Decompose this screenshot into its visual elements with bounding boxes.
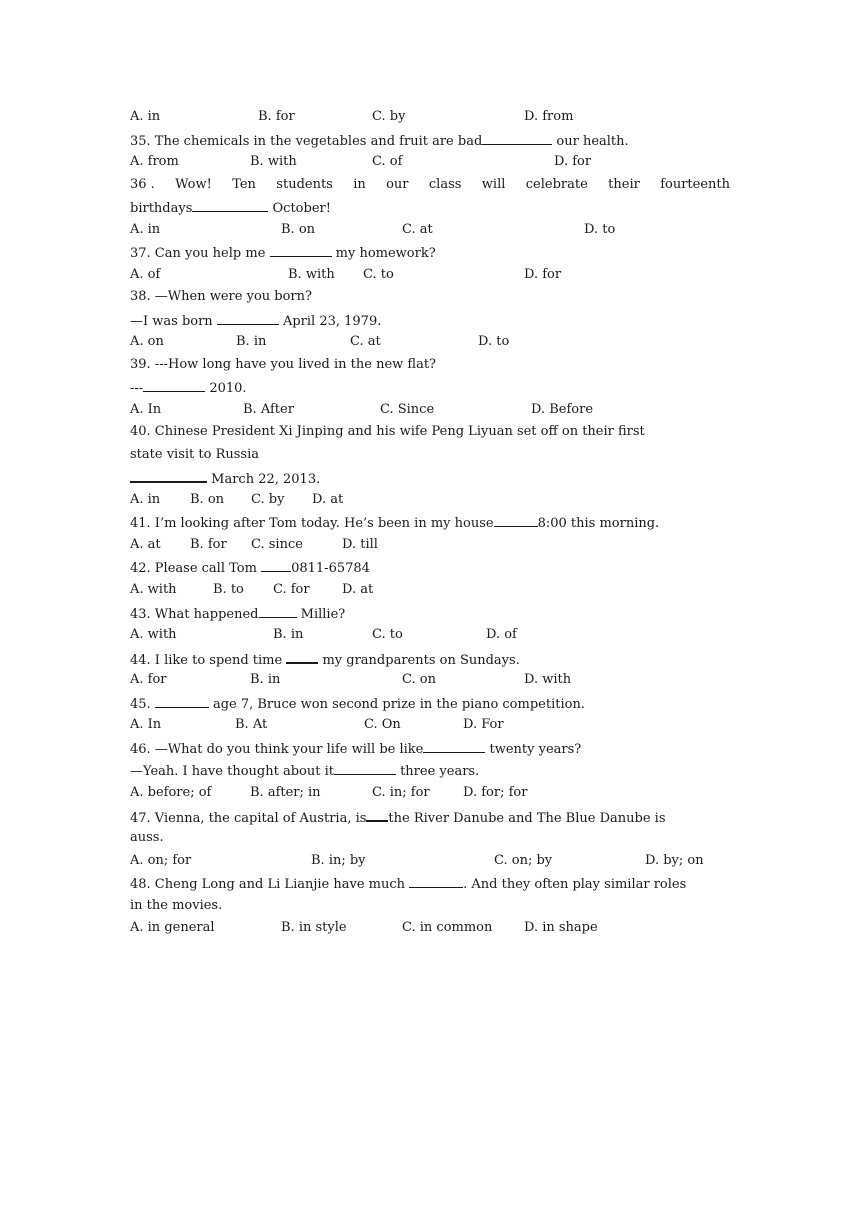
answer-blank[interactable]	[409, 875, 463, 888]
q41-stem: 41. I’m looking after Tom today. He’s been in my house 8:00 this morning.	[130, 516, 660, 531]
option[interactable]: C. On	[364, 717, 401, 732]
option[interactable]: A. in	[130, 492, 161, 507]
option[interactable]: B. after; in	[250, 785, 321, 800]
option[interactable]: C. of	[372, 154, 403, 169]
option[interactable]: B. in	[250, 672, 281, 687]
answer-blank[interactable]	[270, 244, 332, 257]
option[interactable]: B. in style	[281, 920, 347, 935]
option[interactable]: D. from	[524, 109, 574, 124]
option[interactable]: A. before; of	[130, 785, 212, 800]
answer-blank[interactable]	[482, 132, 552, 145]
option[interactable]: B. to	[213, 582, 244, 597]
q39-stem-line2: --- 2010.	[130, 381, 247, 396]
option[interactable]: C. in common	[402, 920, 493, 935]
answer-blank[interactable]	[192, 199, 268, 212]
option[interactable]: D. by; on	[645, 853, 704, 868]
option[interactable]: B. for	[190, 537, 227, 552]
option[interactable]: D. in shape	[524, 920, 598, 935]
q46-stem-line2: —Yeah. I have thought about it three years.	[130, 764, 480, 779]
option[interactable]: B. on	[190, 492, 225, 507]
option[interactable]: A. from	[130, 154, 179, 169]
option[interactable]: C. by	[372, 109, 406, 124]
q38-stem-line2: —I was born April 23, 1979.	[130, 314, 382, 329]
answer-blank[interactable]	[494, 514, 538, 527]
q40-stem-line2: state visit to Russia	[130, 447, 259, 462]
q38-stem-line1: 38. —When were you born?	[130, 289, 312, 304]
q45-stem: 45. age 7, Bruce won second prize in the piano competition.	[130, 697, 585, 712]
option[interactable]: A. of	[130, 267, 161, 282]
option[interactable]: A. in	[130, 222, 161, 237]
option[interactable]: B. on	[281, 222, 316, 237]
answer-blank[interactable]	[286, 650, 318, 664]
q37-stem: 37. Can you help me my homework?	[130, 246, 436, 261]
option[interactable]: B. in	[273, 627, 304, 642]
q46-stem-line1: 46. —What do you think your life will be like twenty years?	[130, 742, 582, 757]
option[interactable]: A. with	[130, 627, 177, 642]
answer-blank[interactable]	[261, 559, 291, 572]
option[interactable]: A. on; for	[130, 853, 192, 868]
option[interactable]: D. with	[524, 672, 572, 687]
option[interactable]: D. For	[463, 717, 504, 732]
option[interactable]: C. at	[350, 334, 381, 349]
option[interactable]: A. in general	[130, 920, 215, 935]
q40-stem-line1: 40. Chinese President Xi Jinping and his wife Peng Liyuan set off on their first	[130, 424, 645, 439]
option[interactable]: A. with	[130, 582, 177, 597]
answer-blank[interactable]	[155, 695, 209, 708]
q48-stem-line1: 48. Cheng Long and Li Lianjie have much . And they often play similar roles	[130, 877, 687, 892]
option[interactable]: C. to	[372, 627, 403, 642]
answer-blank[interactable]	[259, 605, 297, 618]
option[interactable]: B. with	[250, 154, 297, 169]
option[interactable]: D. Before	[531, 402, 594, 417]
option[interactable]: A. In	[130, 402, 162, 417]
q35-stem: 35. The chemicals in the vegetables and fruit are bad our health.	[130, 134, 629, 149]
option[interactable]: B. After	[243, 402, 294, 417]
option[interactable]: A. at	[130, 537, 161, 552]
option[interactable]: D. of	[486, 627, 517, 642]
option[interactable]: C. on; by	[494, 853, 553, 868]
option[interactable]: D. at	[312, 492, 344, 507]
answer-blank[interactable]	[334, 762, 396, 775]
answer-blank[interactable]	[423, 740, 485, 753]
option[interactable]: C. on	[402, 672, 436, 687]
option[interactable]: B. with	[288, 267, 335, 282]
answer-blank[interactable]	[130, 469, 207, 483]
option[interactable]: D. till	[342, 537, 378, 552]
option[interactable]: D. for	[554, 154, 592, 169]
option[interactable]: B. for	[258, 109, 295, 124]
q48-stem-line2: in the movies.	[130, 898, 223, 913]
option[interactable]: B. in	[236, 334, 267, 349]
option[interactable]: C. for	[273, 582, 310, 597]
q43-stem: 43. What happened Millie?	[130, 607, 346, 622]
answer-blank[interactable]	[366, 808, 388, 822]
option[interactable]: B. in; by	[311, 853, 366, 868]
option[interactable]: C. in; for	[372, 785, 430, 800]
option[interactable]: C. by	[251, 492, 285, 507]
option[interactable]: A. on	[130, 334, 164, 349]
q42-stem: 42. Please call Tom 0811-65784	[130, 561, 370, 576]
option[interactable]: C. to	[363, 267, 394, 282]
option[interactable]: D. to	[584, 222, 616, 237]
option[interactable]: A. for	[130, 672, 167, 687]
q47-stem-line1: 47. Vienna, the capital of Austria, is the River Danube and The Blue Danube is	[130, 808, 666, 827]
option[interactable]: A. in	[130, 109, 161, 124]
q44-stem: 44. I like to spend time my grandparents on Sundays.	[130, 650, 520, 669]
option[interactable]: B. At	[235, 717, 268, 732]
option[interactable]: D. at	[342, 582, 374, 597]
option[interactable]: C. since	[251, 537, 303, 552]
answer-blank[interactable]	[217, 312, 279, 325]
q39-stem-line1: 39. ---How long have you lived in the new flat?	[130, 357, 437, 372]
q36-stem-line2: birthdays October!	[130, 201, 331, 216]
option[interactable]: D. to	[478, 334, 510, 349]
option[interactable]: C. at	[402, 222, 433, 237]
q36-stem-line1: 36 . Wow! Ten students in our class will celebrate their fourteenth	[130, 177, 730, 192]
answer-blank[interactable]	[143, 379, 205, 392]
option[interactable]: D. for; for	[463, 785, 528, 800]
q40-stem-line3: March 22, 2013.	[130, 469, 320, 488]
option[interactable]: C. Since	[380, 402, 435, 417]
option[interactable]: A. In	[130, 717, 162, 732]
q47-stem-line2: auss.	[130, 830, 164, 845]
option[interactable]: D. for	[524, 267, 562, 282]
